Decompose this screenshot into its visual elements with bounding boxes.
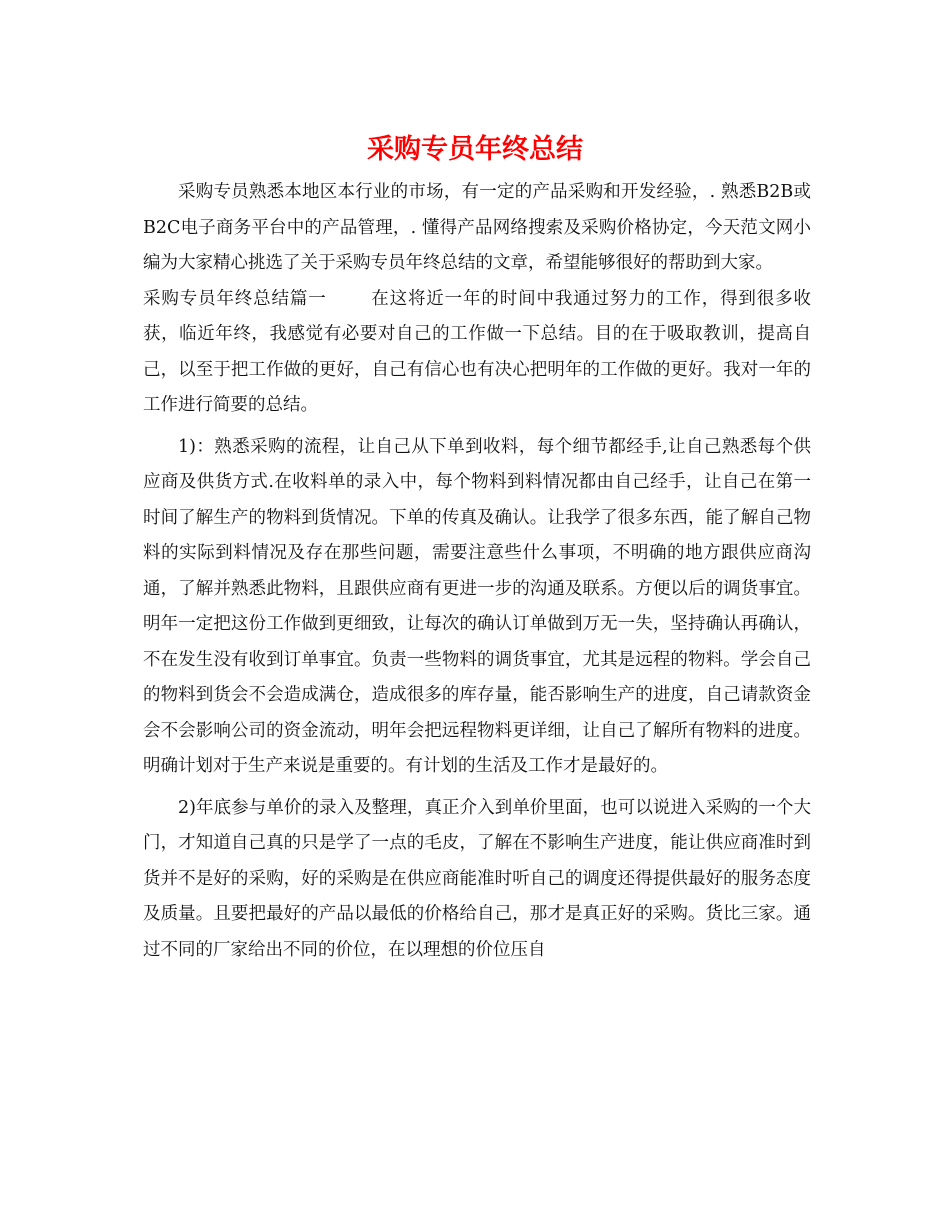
section-paragraph (143, 282, 811, 424)
document-body (143, 175, 811, 968)
point-2-paragraph: 2)年底参与单价的录入及整理，真正介入到单价里面，也可以说进入采购的一个大门，才知道自己真的只是学了一点的毛皮，了解在不影响生产进度，能让供应商准时到货并不是好的采购，好的采购是在供应商能准时听自己的调度还得提供最好的服务态度及质量。且要把最好的产品以最低的价格给自己，那才是真正好的采购。货比三家。通过不同的厂家给出不同的价位，在以理想的价位压自 (143, 797, 811, 960)
point-1-paragraph: 1)：熟悉采购的流程，让自己从下单到收料，每个细节都经手,让自己熟悉每个供应商及供货方式.在收料单的录入中，每个物料到料情况都由自己经手，让自己在第一时间了解生产的物料到货情况。下单的传真及确认。让我学了很多东西，能了解自己物料的实际到料情况及存在那些问题，需要注意些什么事项，不明确的地方跟供应商沟通，了解并熟悉此物料，且跟供应商有更进一步的沟通及联系。方便以后的调货事宜。明年一定把这份工作做到更细致，让每次的确认订单做到万无一失，坚持确认再确认，不在发生没有收到订单事宜。负责一些物料的调货事宜，尤其是远程的物料。学会自己的物料到货会不会造成满仓，造成很多的库存量，能否影响生产的进度，自己请款资金会不会影响公司的资金流动，明年会把远程物料更详细，让自己了解所有物料的进度。明确计划对于生产来说是重要的。有计划的生活及工作才是最好的。 (143, 436, 811, 776)
section-title: 采购专员年终总结篇一 (143, 288, 327, 309)
page-title: 采购专员年终总结 (367, 134, 583, 165)
section-first-text: 在这将近一年的时间中我通过努力的工作，得到很多收获，临近年终，我感觉有必要对自己的工作做一下总结。目的在于吸取教训，提高自己，以至于把工作做的更好，自己有信心也有决心把明年的工作做的更好。我对一年的工作进行简要的总结。 (143, 288, 812, 415)
intro-paragraph: 采购专员熟悉本地区本行业的市场，有一定的产品采购和开发经验，. 熟悉B2B或B2C电子商务平台中的产品管理，. 懂得产品网络搜索及采购价格协定，今天范文网小编为大家精心挑选了关于采购专员年终总结的文章，希望能够很好的帮助到大家。 (143, 182, 811, 273)
